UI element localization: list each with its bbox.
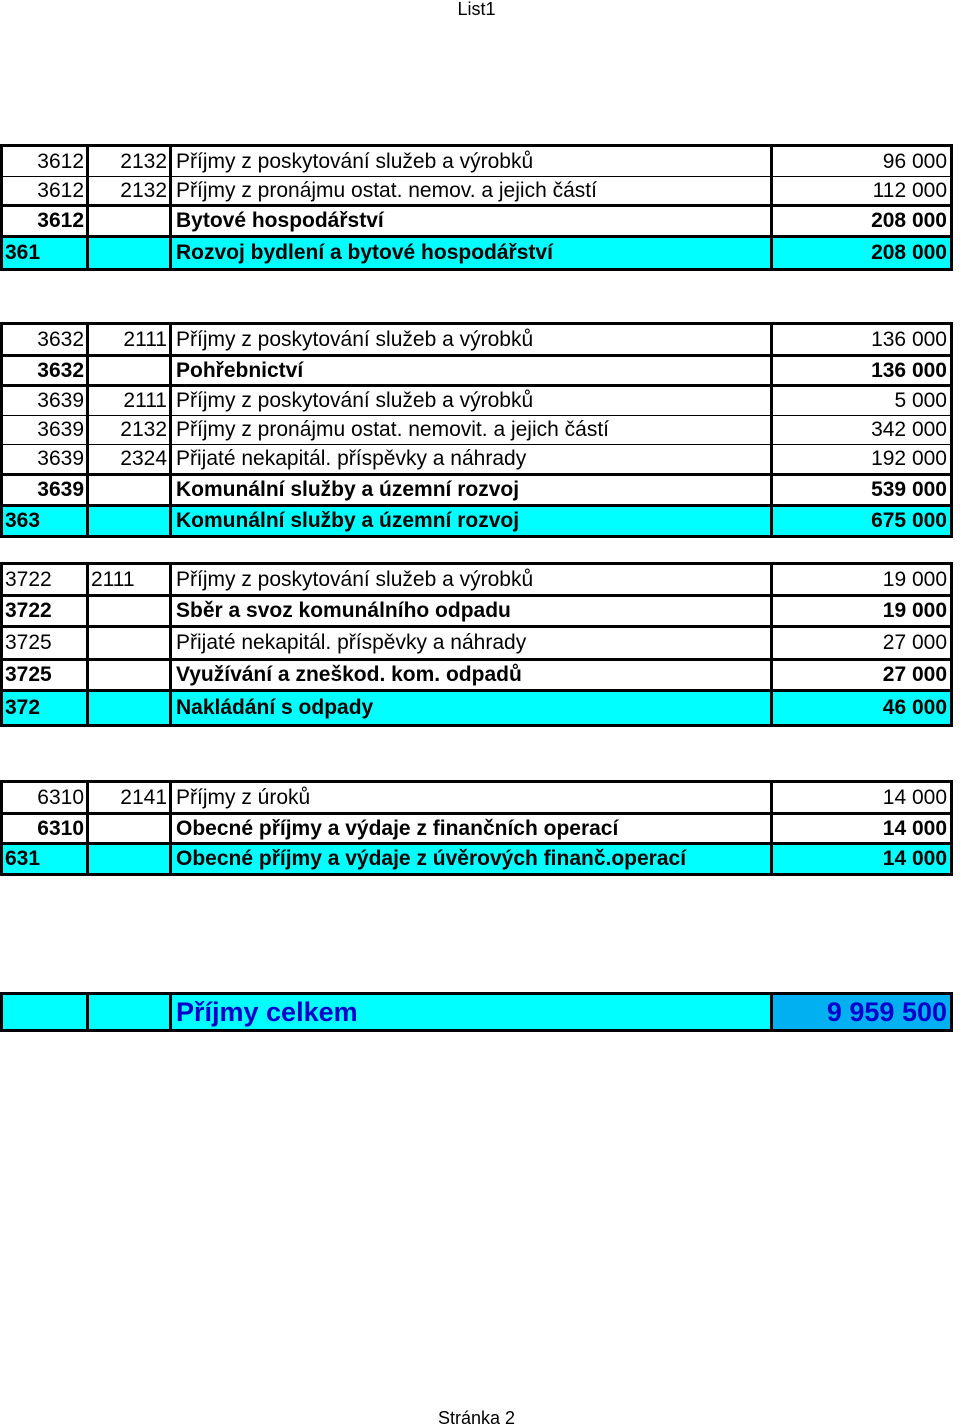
item-code [89,845,172,873]
paragraph-code: 6310 [3,815,89,842]
row-amount: 96 000 [882,149,947,173]
paragraph-code: 363 [3,507,89,535]
row-text: Bytové hospodářství [172,207,773,235]
grand-total-row [3,995,950,1029]
item-code [89,692,172,724]
paragraph-code: 3632 [3,357,89,384]
row-amount: 27 000 [882,631,947,654]
row-text: Sběr a svoz komunálního odpadu [172,597,773,625]
row-amount: 136 000 [871,327,947,351]
paragraph-code: 361 [3,238,89,268]
item-code: 2111 [89,565,172,594]
row-amount: 19 000 [882,567,947,591]
row-text: Komunální služby a územní rozvoj [172,476,773,504]
budget-section-631 [0,780,953,876]
paragraph-code: 3725 [3,661,89,689]
budget-section-363 [0,322,953,538]
paragraph-code: 3612 [3,207,89,235]
subtotal-row [3,594,950,625]
item-code: 2141 [89,783,172,812]
group-total-row [3,689,950,724]
row-amount: 46 000 [882,696,947,719]
paragraph-code: 3722 [3,597,89,625]
item-code: 2111 [89,325,172,354]
table-row [3,444,950,473]
row-text: Přijaté nekapitál. příspěvky a náhrady [172,628,773,658]
table-row [3,565,950,594]
group-total-row [3,235,950,268]
item-code [89,238,172,268]
table-row [3,625,950,658]
item-code [89,507,172,535]
budget-section-361 [0,144,953,271]
row-text: Pohřebnictví [172,357,773,384]
row-amount: 112 000 [872,178,947,202]
subtotal-row [3,658,950,689]
row-text: Příjmy z pronájmu ostat. nemov. a jejich částí [172,177,773,204]
row-amount: 192 000 [871,447,947,470]
empty-cell [3,995,89,1029]
paragraph-code: 3612 [3,177,89,204]
item-code [89,476,172,504]
item-code [89,815,172,842]
row-text: Příjmy z pronájmu ostat. nemovit. a jejich částí [172,416,773,444]
item-code [89,597,172,625]
table-row [3,783,950,812]
item-code: 2132 [89,177,172,204]
paragraph-code: 3725 [3,628,89,658]
grand-total-section [0,992,953,1032]
row-text: Příjmy z poskytování služeb a výrobků [172,387,773,415]
paragraph-code: 3639 [3,387,89,415]
row-amount: 136 000 [871,358,947,382]
item-code: 2324 [89,445,172,473]
subtotal-row [3,354,950,384]
row-amount: 675 000 [871,509,947,532]
group-total-row [3,842,950,873]
row-text: Využívání a zneškod. kom. odpadů [172,661,773,689]
subtotal-row [3,473,950,504]
paragraph-code: 3612 [3,147,89,176]
subtotal-row [3,204,950,235]
item-code: 2111 [89,387,172,415]
item-code [89,661,172,689]
item-code [89,357,172,384]
paragraph-code: 6310 [3,783,89,812]
row-amount: 27 000 [882,663,947,686]
grand-total-label: Příjmy celkem [172,995,773,1029]
paragraph-code: 631 [3,845,89,873]
paragraph-code: 372 [3,692,89,724]
budget-section-372 [0,562,953,727]
group-total-row [3,504,950,535]
row-amount: 539 000 [871,478,947,501]
paragraph-code: 3722 [3,565,89,594]
subtotal-row [3,812,950,842]
table-row [3,415,950,444]
page-footer: Stránka 2 [437,1408,516,1428]
empty-cell [89,995,172,1029]
row-text: Příjmy z poskytování služeb a výrobků [172,325,773,354]
row-amount: 208 000 [871,241,947,264]
row-text: Nakládání s odpady [172,692,773,724]
row-amount: 5 000 [894,389,947,412]
item-code [89,207,172,235]
row-text: Komunální služby a územní rozvoj [172,507,773,535]
row-text: Rozvoj bydlení a bytové hospodářství [172,238,773,268]
row-text: Obecné příjmy a výdaje z finančních operací [172,815,773,842]
table-row [3,147,950,176]
row-amount: 14 000 [882,816,947,840]
table-row [3,325,950,354]
row-text: Přijaté nekapitál. příspěvky a náhrady [172,445,773,473]
item-code [89,628,172,658]
table-row [3,176,950,204]
paragraph-code: 3639 [3,416,89,444]
item-code: 2132 [89,416,172,444]
paragraph-code: 3639 [3,476,89,504]
row-amount: 14 000 [882,785,947,809]
row-amount: 19 000 [882,599,947,622]
row-amount: 208 000 [871,209,947,232]
row-amount: 14 000 [882,847,947,870]
grand-total-amount: 9 959 500 [773,995,950,1029]
row-text: Příjmy z poskytování služeb a výrobků [172,565,773,594]
row-text: Obecné příjmy a výdaje z úvěrových finanč.operací [172,845,773,873]
row-amount: 342 000 [871,418,947,441]
sheet-title: List1 [457,0,496,19]
table-row [3,384,950,415]
paragraph-code: 3632 [3,325,89,354]
item-code: 2132 [89,147,172,176]
row-text: Příjmy z úroků [172,783,773,812]
paragraph-code: 3639 [3,445,89,473]
row-text: Příjmy z poskytování služeb a výrobků [172,147,773,176]
